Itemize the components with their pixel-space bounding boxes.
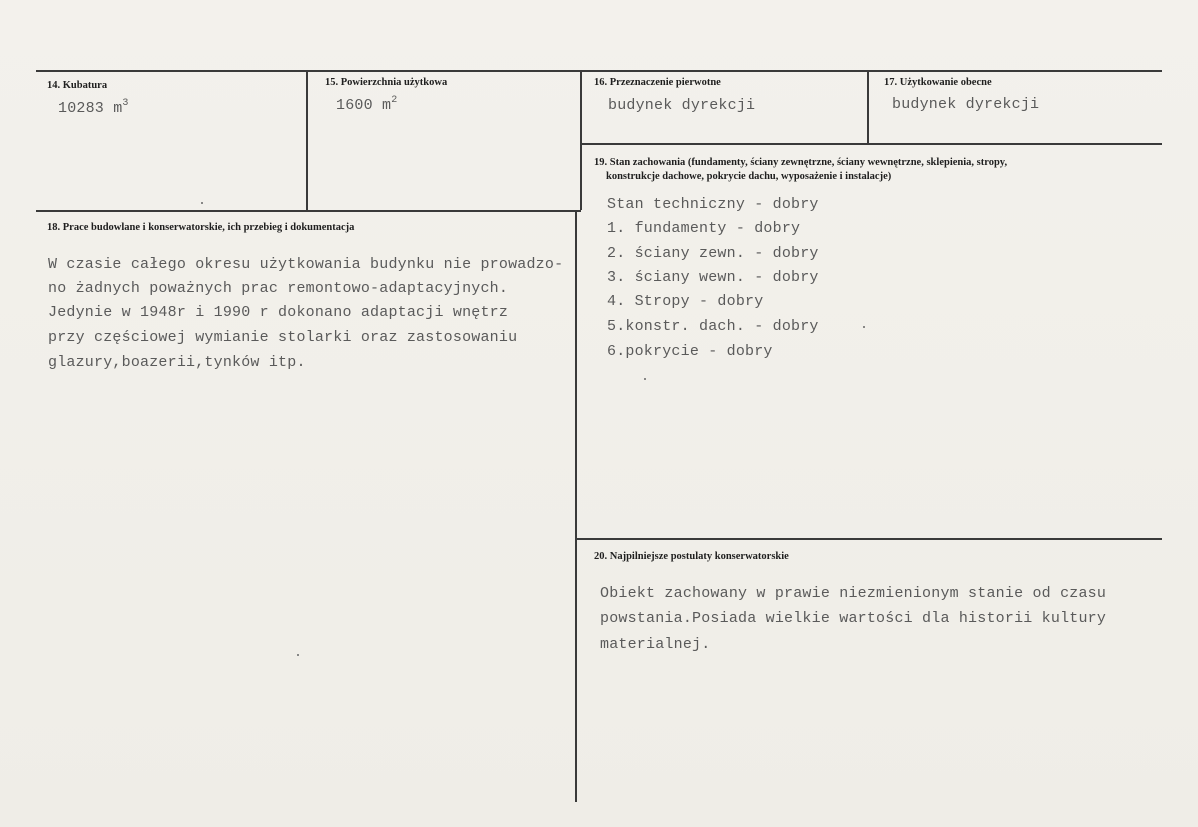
field-17-label: 17. Użytkowanie obecne — [884, 77, 992, 88]
divider-18-19 — [575, 210, 577, 802]
field-15-superscript: 2 — [391, 95, 398, 106]
field-14-superscript: 3 — [122, 98, 129, 109]
field-19-label-line1: 19. Stan zachowania (fundamenty, ściany zewnętrzne, ściany wewnętrzne, sklepienia, stropy, — [594, 157, 1008, 168]
field-18-line: Jedynie w 1948r i 1990 r dokonano adaptacji wnętrz — [48, 304, 509, 321]
field-19-line: Stan techniczny - dobry — [607, 196, 819, 213]
divider-16-17 — [867, 70, 869, 144]
field-14-number: 10283 m — [58, 100, 123, 117]
field-17-value: budynek dyrekcji — [892, 96, 1040, 113]
ink-speck — [863, 326, 865, 328]
field-19-line: 5.konstr. dach. - dobry — [607, 318, 819, 335]
field-15-value — [336, 94, 397, 119]
field-19-line: 2. ściany zewn. - dobry — [607, 245, 819, 262]
divider-15-16 — [580, 70, 582, 210]
rule-row1-right — [581, 143, 1162, 145]
field-18-line: przy częściowej wymianie stolarki oraz zastosowaniu — [48, 329, 518, 346]
field-20-line: materialnej. — [600, 636, 711, 653]
field-18-line: W czasie całego okresu użytkowania budynku nie prowadzo- — [48, 256, 564, 273]
field-14-value — [58, 97, 129, 122]
ink-speck — [297, 654, 299, 656]
field-19-label-line2: konstrukcje dachowe, pokrycie dachu, wyposażenie i instalacje) — [606, 171, 892, 182]
field-18-line: glazury,boazerii,tynków itp. — [48, 354, 306, 371]
field-20-line: powstania.Posiada wielkie wartości dla historii kultury — [600, 610, 1107, 627]
rule-section20 — [576, 538, 1162, 540]
field-16-value: budynek dyrekcji — [608, 97, 756, 114]
field-18-label: 18. Prace budowlane i konserwatorskie, ich przebieg i dokumentacja — [47, 222, 355, 233]
field-20-label: 20. Najpilniejsze postulaty konserwatorskie — [594, 551, 789, 562]
rule-row2-left — [36, 210, 581, 212]
field-19-line: 4. Stropy - dobry — [607, 293, 764, 310]
field-19-line: 1. fundamenty - dobry — [607, 220, 801, 237]
field-15-label: 15. Powierzchnia użytkowa — [325, 77, 448, 88]
field-15-number: 1600 m — [336, 97, 392, 114]
divider-14-15 — [306, 70, 308, 210]
field-20-line: Obiekt zachowany w prawie niezmienionym stanie od czasu — [600, 585, 1107, 602]
field-19-line: 3. ściany wewn. - dobry — [607, 269, 819, 286]
top-rule — [36, 70, 1162, 72]
field-14-label: 14. Kubatura — [47, 80, 108, 91]
ink-speck — [644, 378, 646, 380]
ink-speck — [201, 202, 203, 204]
field-18-line: no żadnych poważnych prac remontowo-adaptacyjnych. — [48, 280, 509, 297]
field-19-line: 6.pokrycie - dobry — [607, 343, 773, 360]
field-16-label: 16. Przeznaczenie pierwotne — [594, 77, 721, 88]
